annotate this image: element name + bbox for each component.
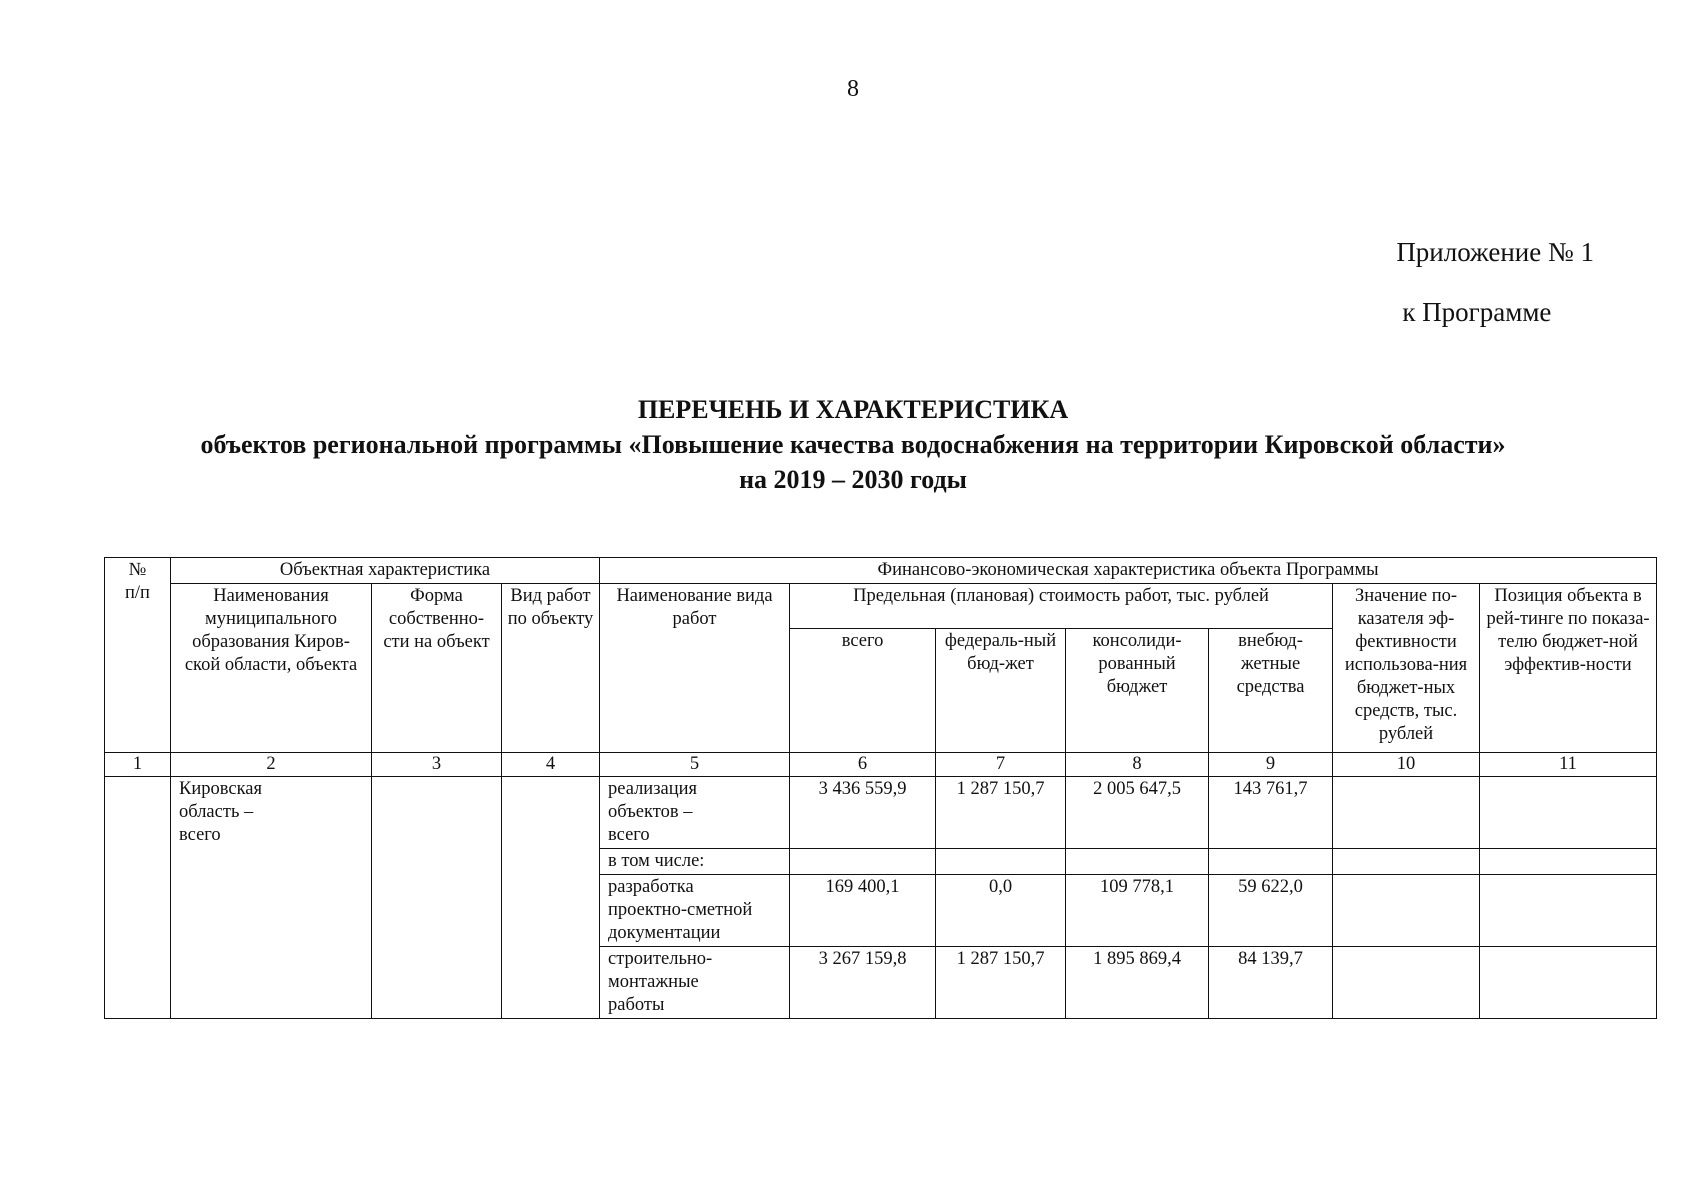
value-rating xyxy=(1480,875,1657,947)
header-row-groups xyxy=(105,558,1657,584)
header-col-7: федераль-ный бюд-жет xyxy=(936,628,1066,752)
header-finance-group: Финансово-экономическая характеристика объекта Программы xyxy=(600,558,1657,584)
value-total: 169 400,1 xyxy=(790,875,936,947)
header-num: № п/п xyxy=(105,558,171,753)
title-line-3: на 2019 – 2030 годы xyxy=(739,465,967,494)
header-col-6: всего xyxy=(790,628,936,752)
header-col-3: Форма собственно-сти на объект xyxy=(372,584,502,753)
value-consolidated: 2 005 647,5 xyxy=(1066,777,1209,849)
work-name: реализация объектов – всего xyxy=(600,777,790,849)
column-number: 6 xyxy=(790,753,936,777)
header-col-2: Наименования муниципального образования Киров-ской области, объекта xyxy=(171,584,372,753)
value-extra-budget: 59 622,0 xyxy=(1209,875,1333,947)
column-number: 1 xyxy=(105,753,171,777)
header-cost-group: Предельная (плановая) стоимость работ, тыс. рублей xyxy=(790,584,1333,629)
column-number: 10 xyxy=(1333,753,1480,777)
value-federal: 1 287 150,7 xyxy=(936,777,1066,849)
appendix-line-2: к Программе xyxy=(1402,297,1552,327)
column-number-row xyxy=(105,753,1657,777)
value-rating xyxy=(1480,777,1657,849)
column-number: 3 xyxy=(372,753,502,777)
header-col-8: консолиди-рованный бюджет xyxy=(1066,628,1209,752)
cell-ownership xyxy=(372,777,502,1019)
value-federal: 0,0 xyxy=(936,875,1066,947)
document-title xyxy=(0,392,1706,497)
header-object-group: Объектная характеристика xyxy=(171,558,600,584)
column-number: 4 xyxy=(502,753,600,777)
value-total: 3 267 159,8 xyxy=(790,947,936,1019)
value-extra-budget: 143 761,7 xyxy=(1209,777,1333,849)
work-name: в том числе: xyxy=(600,849,790,875)
value-consolidated: 109 778,1 xyxy=(1066,875,1209,947)
value-total xyxy=(790,849,936,875)
value-extra-budget xyxy=(1209,849,1333,875)
column-number: 2 xyxy=(171,753,372,777)
cell-work-kind xyxy=(502,777,600,1019)
title-line-2: объектов региональной программы «Повышение качества водоснабжения на территории Кировской области» xyxy=(200,430,1506,459)
column-number: 9 xyxy=(1209,753,1333,777)
column-number: 11 xyxy=(1480,753,1657,777)
cell-num xyxy=(105,777,171,1019)
appendix-note xyxy=(1396,222,1594,342)
value-federal: 1 287 150,7 xyxy=(936,947,1066,1019)
column-number: 8 xyxy=(1066,753,1209,777)
header-col-10: Значение по-казателя эф-фективности использова-ния бюджет-ных средств, тыс. рублей xyxy=(1333,584,1480,753)
value-efficiency xyxy=(1333,777,1480,849)
value-rating xyxy=(1480,849,1657,875)
value-efficiency xyxy=(1333,849,1480,875)
work-name: строительно- монтажные работы xyxy=(600,947,790,1019)
objects-table xyxy=(104,557,1657,1019)
header-row-cost xyxy=(105,584,1657,629)
header-col-9: внебюд-жетные средства xyxy=(1209,628,1333,752)
table-row xyxy=(105,777,1657,849)
appendix-line-1: Приложение № 1 xyxy=(1396,237,1594,267)
work-name: разработка проектно-сметной документации xyxy=(600,875,790,947)
header-col-4: Вид работ по объекту xyxy=(502,584,600,753)
header-col-11: Позиция объекта в рей-тинге по показа-телю бюджет-ной эффектив-ности xyxy=(1480,584,1657,753)
value-total: 3 436 559,9 xyxy=(790,777,936,849)
value-efficiency xyxy=(1333,875,1480,947)
object-name: Кировская область – всего xyxy=(171,777,372,1019)
value-extra-budget: 84 139,7 xyxy=(1209,947,1333,1019)
value-consolidated xyxy=(1066,849,1209,875)
page-number: 8 xyxy=(847,76,859,102)
value-consolidated: 1 895 869,4 xyxy=(1066,947,1209,1019)
column-number: 5 xyxy=(600,753,790,777)
title-line-1: ПЕРЕЧЕНЬ И ХАРАКТЕРИСТИКА xyxy=(637,395,1069,424)
header-col-5: Наименование вида работ xyxy=(600,584,790,753)
value-rating xyxy=(1480,947,1657,1019)
column-number: 7 xyxy=(936,753,1066,777)
value-efficiency xyxy=(1333,947,1480,1019)
value-federal xyxy=(936,849,1066,875)
